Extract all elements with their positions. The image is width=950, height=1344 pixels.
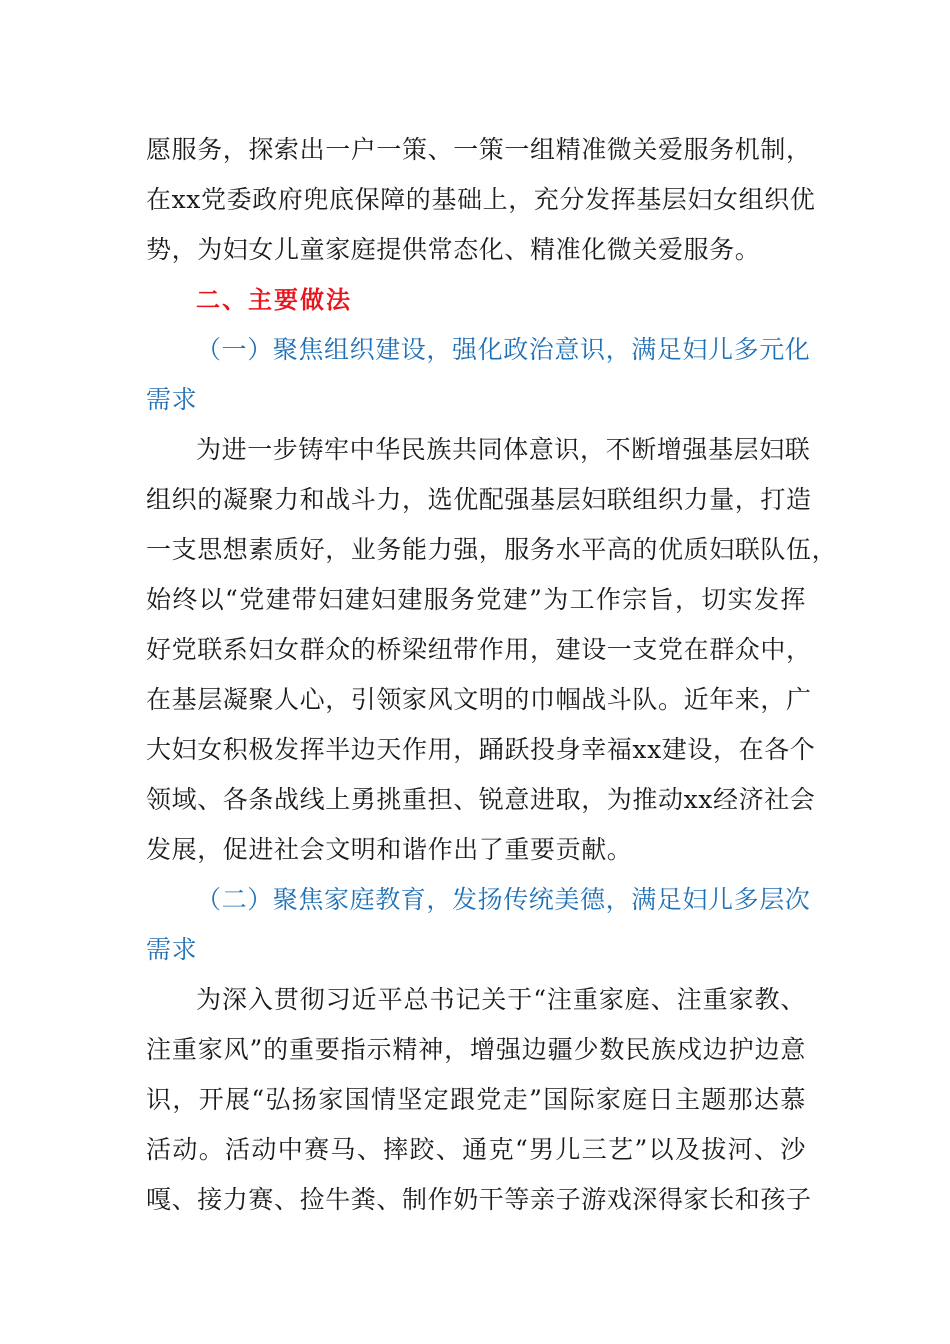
paragraph-line: 势，为妇女儿童家庭提供常态化、精准化微关爱服务。 xyxy=(146,235,761,264)
paragraph-line: 嘎、接力赛、捡牛粪、制作奶干等亲子游戏深得家长和孩子 xyxy=(146,1185,812,1214)
paragraph-line: 为深入贯彻习近平总书记关于“注重家庭、注重家教、 xyxy=(196,985,806,1014)
paragraph-line: 在xx党委政府兜底保障的基础上，充分发挥基层妇女组织优 xyxy=(146,185,816,214)
subheading-2-cont: 需求 xyxy=(146,935,198,964)
paragraph-line: 注重家风”的重要指示精神，增强边疆少数民族戍边护边意 xyxy=(146,1035,806,1064)
subheading-1-cont: 需求 xyxy=(146,385,198,414)
paragraph-line: 一支思想素质好，业务能力强，服务水平高的优质妇联队伍， xyxy=(146,535,838,564)
paragraph-line: 活动。活动中赛马、摔跤、通克“男儿三艺”以及拔河、沙 xyxy=(146,1135,806,1164)
subheading-2: （二）聚焦家庭教育，发扬传统美德，满足妇儿多层次 xyxy=(196,885,811,914)
paragraph-line: 在基层凝聚人心，引领家风文明的巾帼战斗队。近年来，广 xyxy=(146,685,812,714)
paragraph-line: 识，开展“弘扬家国情坚定跟党走”国际家庭日主题那达慕 xyxy=(146,1085,806,1114)
paragraph-line: 愿服务，探索出一户一策、一策一组精准微关爱服务机制， xyxy=(146,135,812,164)
section-heading: 二、主要做法 xyxy=(196,286,352,314)
paragraph-line: 大妇女积极发挥半边天作用，踊跃投身幸福xx建设，在各个 xyxy=(146,735,816,764)
paragraph-line: 始终以“党建带妇建妇建服务党建”为工作宗旨，切实发挥 xyxy=(146,585,806,614)
subheading-1: （一）聚焦组织建设，强化政治意识，满足妇儿多元化 xyxy=(196,335,811,364)
paragraph-line: 组织的凝聚力和战斗力，选优配强基层妇联组织力量，打造 xyxy=(146,485,812,514)
paragraph-line: 好党联系妇女群众的桥梁纽带作用，建设一支党在群众中， xyxy=(146,635,812,664)
paragraph-line: 发展，促进社会文明和谐作出了重要贡献。 xyxy=(146,835,633,864)
paragraph-line: 为进一步铸牢中华民族共同体意识，不断增强基层妇联 xyxy=(196,435,811,464)
paragraph-line: 领域、各条战线上勇挑重担、锐意进取，为推动xx经济社会 xyxy=(146,785,816,814)
